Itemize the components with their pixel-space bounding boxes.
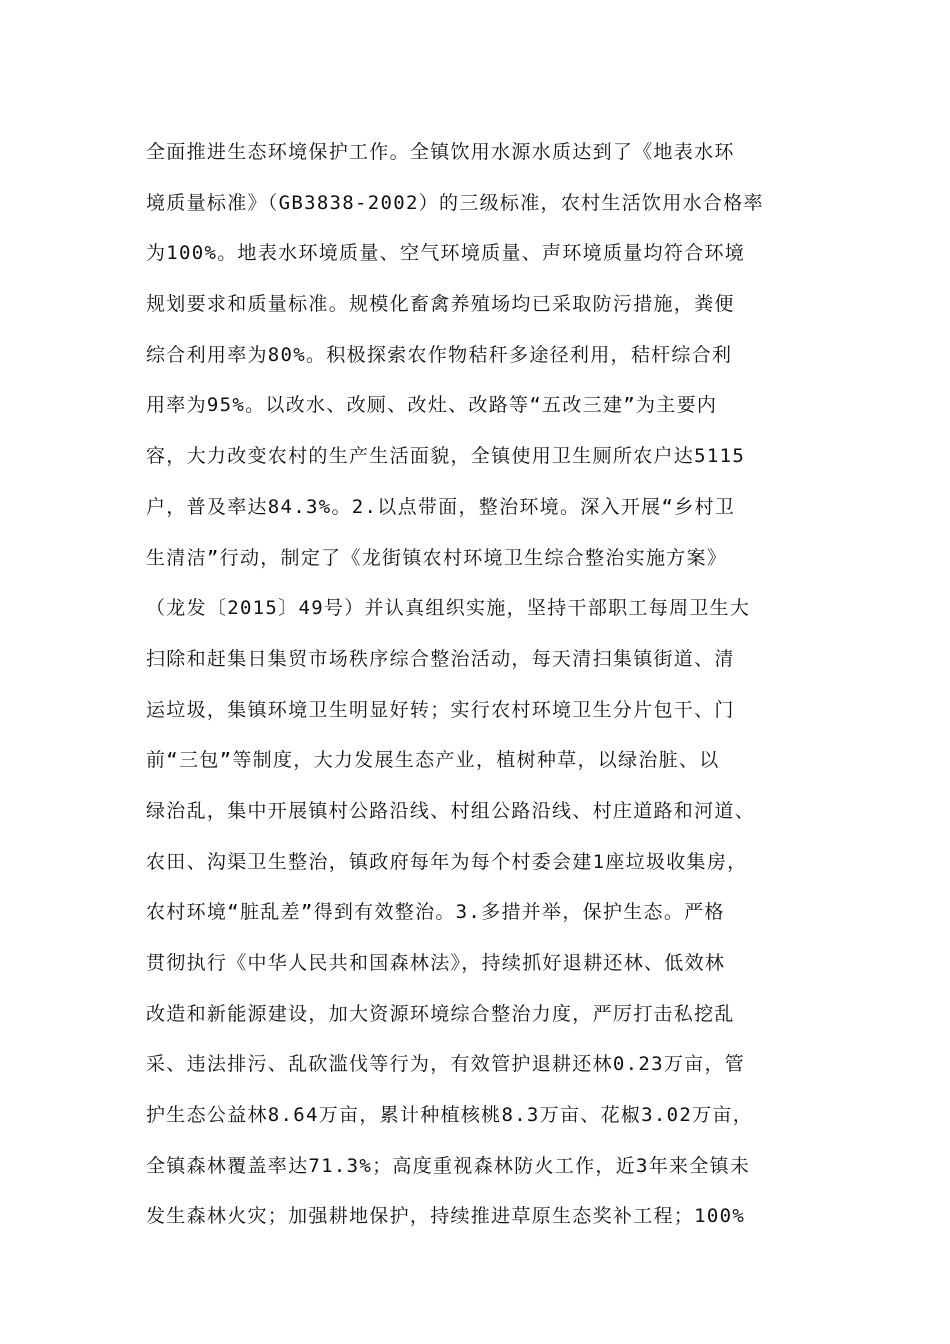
text-line: 全镇森林覆盖率达71.3%；高度重视森林防火工作，近3年来全镇未 [146,1154,751,1177]
text-line: 境质量标准》（GB3838-2002）的三级标准，农村生活饮用水合格率 [146,191,764,214]
text-line: 发生森林火灾；加强耕地保护，持续推进草原生态奖补工程；100% [146,1205,746,1228]
text-line: 规划要求和质量标准。规模化畜禽养殖场均已采取防污措施，粪便 [146,293,735,316]
text-line: 户，普及率达84.3%。2.以点带面，整治环境。深入开展“乡村卫 [146,495,736,518]
text-line: 农村环境“脏乱差”得到有效整治。3.多措并举，保护生态。严格 [146,901,725,924]
text-line: 生清洁”行动，制定了《龙街镇农村环境卫生综合整治实施方案》 [146,546,728,569]
text-line: 容，大力改变农村的生产生活面貌，全镇使用卫生厕所农户达5115 [146,445,746,468]
body-paragraph [146,127,826,1242]
text-line: 综合利用率为80%。积极探索农作物秸秆多途径利用，秸杆综合利 [146,343,733,366]
text-line: 用率为95%。以改水、改厕、改灶、改路等“五改三建”为主要内 [146,394,718,417]
text-line: 为100%。地表水环境质量、空气环境质量、声环境质量均符合环境 [146,242,746,265]
text-line: 前“三包”等制度，大力发展生态产业，植树种草，以绿治脏、以 [146,749,720,772]
text-line: （龙发〔2015〕49号）并认真组织实施，坚持干部职工每周卫生大 [146,597,751,620]
text-line: 贯彻执行《中华人民共和国森林法》，持续抓好退耕还林、低效林 [146,952,726,974]
text-line: 改造和新能源建设，加大资源环境综合整治力度，严厉打击私挖乱 [146,1002,735,1025]
text-line: 扫除和赶集日集贸市场秩序综合整治活动，每天清扫集镇街道、清 [146,647,735,670]
text-line: 采、违法排污、乱砍滥伐等行为，有效管护退耕还林0.23万亩，管 [146,1053,746,1076]
text-line: 绿治乱，集中开展镇村公路沿线、村组公路沿线、村庄道路和河道、 [146,799,756,822]
text-line: 全面推进生态环境保护工作。全镇饮用水源水质达到了《地表水环 [146,141,735,163]
text-line: 运垃圾，集镇环境卫生明显好转；实行农村环境卫生分片包干、门 [146,698,735,721]
text-line: 护生态公益林8.64万亩，累计种植核桃8.3万亩、花椒3.02万亩， [146,1104,754,1127]
text-line: 农田、沟渠卫生整治，镇政府每年为每个村委会建1座垃圾收集房， [146,850,748,873]
